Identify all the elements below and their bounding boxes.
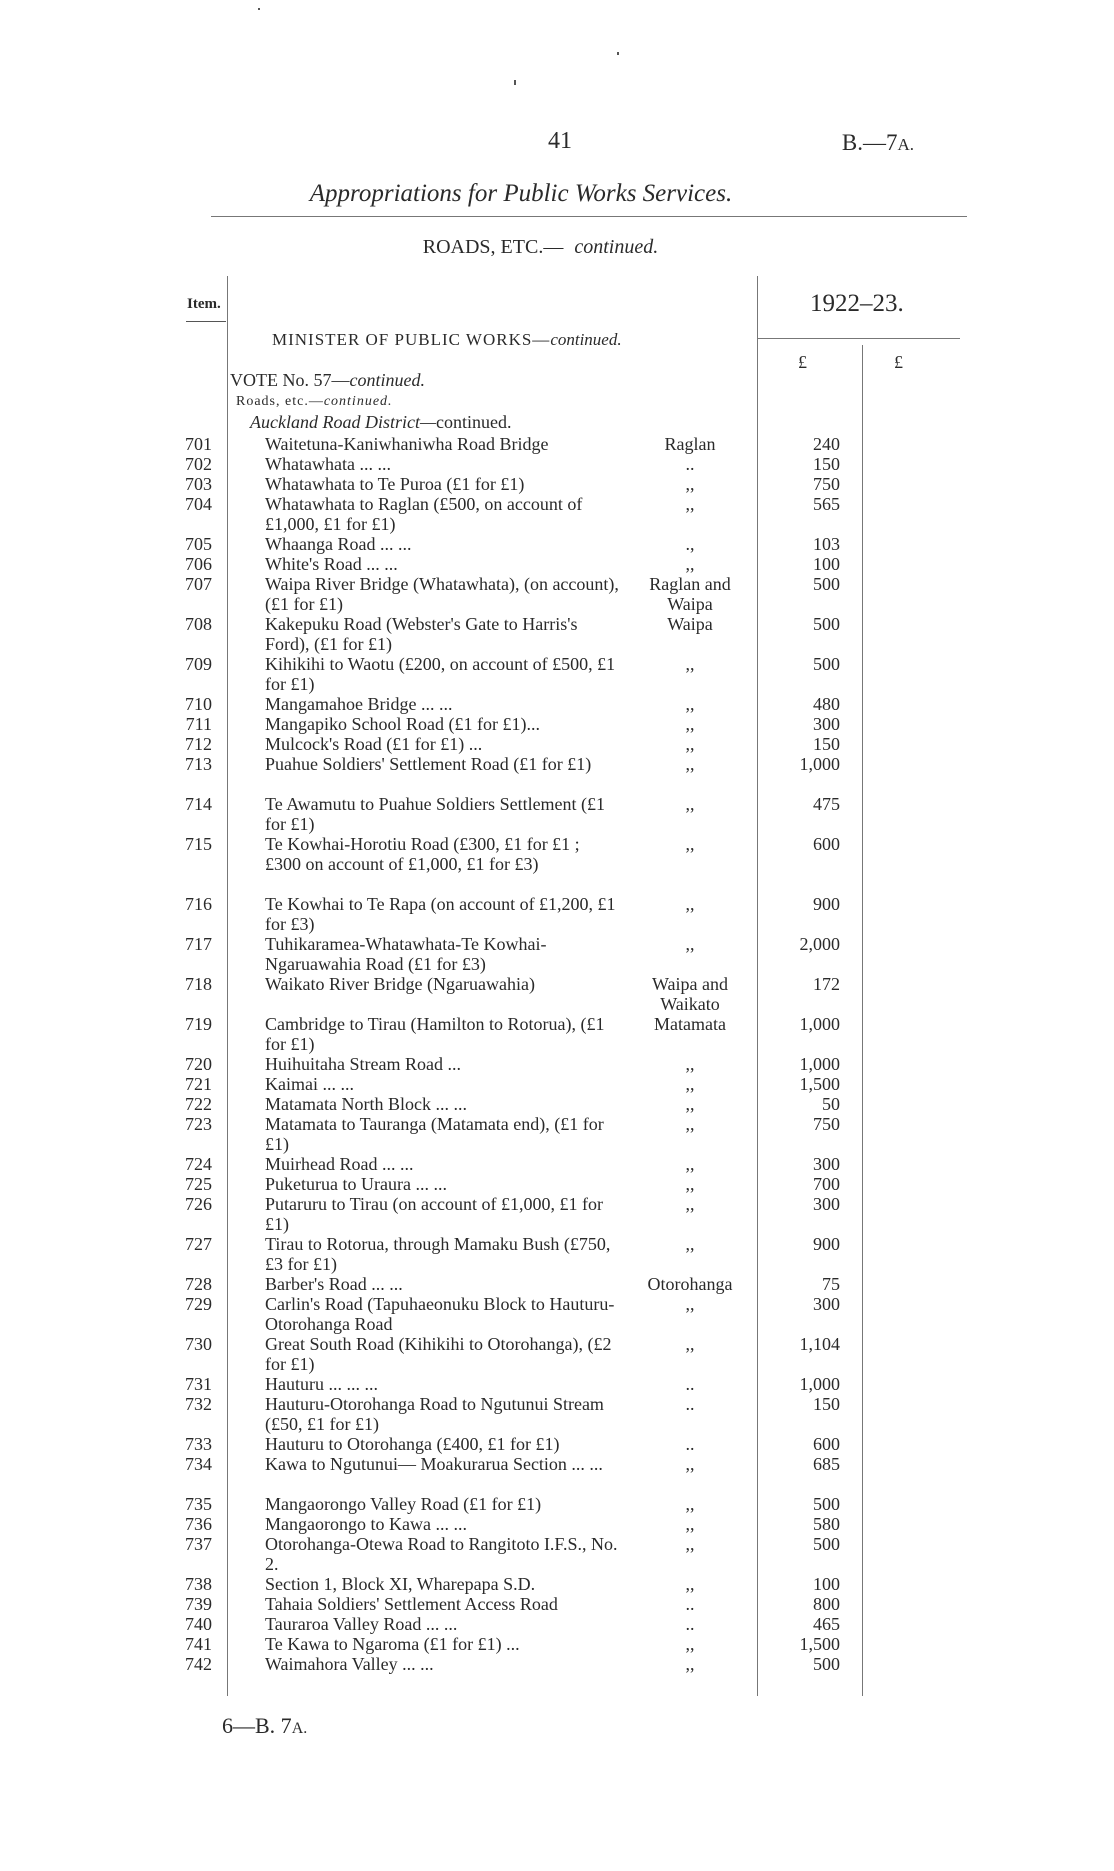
item-amount: 300	[813, 714, 840, 734]
item-description: Muirhead Road ... ...	[265, 1154, 414, 1174]
title-rule	[211, 216, 967, 217]
item-place: ,,	[685, 894, 695, 914]
item-place: ,,	[685, 1234, 695, 1254]
currency-header-1: £	[798, 352, 807, 372]
page-number: 41	[548, 128, 572, 154]
item-place: ,,	[685, 834, 695, 854]
item-number: 724	[185, 1154, 212, 1174]
item-description: Mangaorongo to Kawa ... ...	[265, 1514, 467, 1534]
item-place: ,,	[685, 1514, 695, 1534]
item-description: Mangamahoe Bridge ... ...	[265, 694, 453, 714]
item-place: Matamata	[654, 1014, 726, 1034]
document-reference	[842, 130, 914, 156]
item-amount: 1,000	[799, 754, 840, 774]
item-place: ,,	[685, 694, 695, 714]
item-amount: 300	[813, 1154, 840, 1174]
item-amount: 172	[813, 974, 840, 994]
item-place: Waipa	[667, 614, 713, 634]
item-description: Mulcock's Road (£1 for £1) ...	[265, 734, 483, 754]
item-amount: 565	[813, 494, 840, 514]
item-amount: 900	[813, 1234, 840, 1254]
item-number: 704	[185, 494, 212, 514]
item-number: 729	[185, 1294, 212, 1314]
vote-heading-main: VOTE No. 57—	[230, 370, 350, 390]
item-number: 715	[185, 834, 212, 854]
item-place: ,,	[685, 1054, 695, 1074]
item-amount: 500	[813, 1494, 840, 1514]
item-description: Te Kowhai-Horotiu Road (£300, £1 for £1 ; £300 on account of £1,000, £1 for £3)	[265, 834, 580, 874]
item-amount: 75	[822, 1274, 840, 1294]
item-place: ,,	[685, 554, 695, 574]
item-amount: 1,000	[799, 1054, 840, 1074]
item-place: .,	[685, 534, 695, 554]
item-number: 705	[185, 534, 212, 554]
item-number: 719	[185, 1014, 212, 1034]
item-number: 721	[185, 1074, 212, 1094]
item-column-rule	[227, 276, 228, 1696]
item-description: Puketurua to Uraura ... ...	[265, 1174, 447, 1194]
item-description: Hauturu-Otorohanga Road to Ngutunui Stream (£50, £1 for £1)	[265, 1394, 604, 1434]
item-place: ,,	[685, 1574, 695, 1594]
item-place: ,,	[685, 1094, 695, 1114]
item-place: ,,	[685, 654, 695, 674]
vote-heading-continued: continued.	[349, 370, 425, 390]
item-number: 714	[185, 794, 212, 814]
document-ref-suffix: A.	[897, 135, 914, 154]
item-place: Otorohanga	[647, 1274, 733, 1294]
item-number: 711	[185, 714, 212, 734]
item-description: Putaruru to Tirau (on account of £1,000, £1 for £1)	[265, 1194, 603, 1234]
item-amount: 500	[813, 1534, 840, 1554]
item-number: 702	[185, 454, 212, 474]
item-amount: 150	[813, 1394, 840, 1414]
item-number: 709	[185, 654, 212, 674]
page-title	[0, 180, 1114, 208]
item-amount: 100	[813, 554, 840, 574]
item-number: 710	[185, 694, 212, 714]
item-number: 730	[185, 1334, 212, 1354]
item-amount: 465	[813, 1614, 840, 1634]
item-place: ,,	[685, 794, 695, 814]
item-place: ,,	[685, 734, 695, 754]
item-description: Waitetuna-Kaniwhaniwha Road Bridge	[265, 434, 549, 454]
item-amount: 685	[813, 1454, 840, 1474]
item-amount: 600	[813, 834, 840, 854]
item-place: ..	[685, 1394, 695, 1414]
district-heading-continued: continued.	[435, 412, 512, 432]
item-amount: 2,000	[799, 934, 840, 954]
item-amount: 50	[822, 1094, 840, 1114]
item-description: Whatawhata to Te Puroa (£1 for £1)	[265, 474, 525, 494]
printer-signature	[222, 1713, 307, 1739]
item-description: Te Awamutu to Puahue Soldiers Settlement (£1 for £1)	[265, 794, 606, 834]
item-number: 726	[185, 1194, 212, 1214]
item-amount: 600	[813, 1434, 840, 1454]
item-amount: 300	[813, 1194, 840, 1214]
minister-heading	[272, 330, 622, 350]
item-description: Otorohanga-Otewa Road to Rangitoto I.F.S., No. 2.	[265, 1534, 618, 1574]
scan-speck	[514, 80, 516, 85]
section-title-main: ROADS, ETC.—	[422, 236, 564, 258]
item-amount: 800	[813, 1594, 840, 1614]
item-description: Kawa to Ngutunui— Moakurarua Section ... ...	[265, 1454, 603, 1474]
item-place: ,,	[685, 1074, 695, 1094]
item-number: 703	[185, 474, 212, 494]
item-description: Te Kawa to Ngaroma (£1 for £1) ...	[265, 1634, 520, 1654]
item-amount: 150	[813, 454, 840, 474]
district-heading-main: Auckland Road District—	[250, 412, 436, 432]
amount-column-rule-left	[757, 276, 758, 1696]
item-place: Raglan	[664, 434, 716, 454]
item-number: 732	[185, 1394, 212, 1414]
item-place: ,,	[685, 1654, 695, 1674]
item-number: 728	[185, 1274, 212, 1294]
item-place: ,,	[685, 494, 695, 514]
item-number: 736	[185, 1514, 212, 1534]
document-ref-main: B.—7	[841, 130, 898, 155]
item-description: White's Road ... ...	[265, 554, 398, 574]
item-number: 723	[185, 1114, 212, 1134]
section-title	[0, 236, 1114, 259]
item-number: 701	[185, 434, 212, 454]
item-number: 712	[185, 734, 212, 754]
item-place: ..	[685, 1594, 695, 1614]
item-amount: 1,500	[799, 1074, 840, 1094]
item-description: Waipa River Bridge (Whatawhata), (on account), (£1 for £1)	[265, 574, 619, 614]
item-number: 727	[185, 1234, 212, 1254]
item-description: Whaanga Road ... ...	[265, 534, 412, 554]
item-description: Cambridge to Tirau (Hamilton to Rotorua), (£1 for £1)	[265, 1014, 605, 1054]
item-place: ,,	[685, 1114, 695, 1134]
item-description: Tuhikaramea-Whatawhata-Te Kowhai-Ngaruawahia Road (£1 for £3)	[265, 934, 547, 974]
item-amount: 750	[813, 1114, 840, 1134]
item-amount: 100	[813, 1574, 840, 1594]
item-place: ,,	[685, 1294, 695, 1314]
item-number: 742	[185, 1654, 212, 1674]
item-description: Great South Road (Kihikihi to Otorohanga), (£2 for £1)	[265, 1334, 612, 1374]
item-number: 741	[185, 1634, 212, 1654]
vote-heading	[230, 370, 425, 391]
item-description: Hauturu ... ... ...	[265, 1374, 378, 1394]
item-description: Puahue Soldiers' Settlement Road (£1 for £1)	[265, 754, 592, 774]
item-amount: 750	[813, 474, 840, 494]
item-description: Te Kowhai to Te Rapa (on account of £1,200, £1 for £3)	[265, 894, 616, 934]
item-description: Huihuitaha Stream Road ...	[265, 1054, 461, 1074]
item-description: Waikato River Bridge (Ngaruawahia)	[265, 974, 535, 994]
item-amount: 1,000	[799, 1374, 840, 1394]
item-number: 738	[185, 1574, 212, 1594]
item-place: ,,	[685, 1154, 695, 1174]
item-description: Whatawhata ... ...	[265, 454, 391, 474]
scan-speck	[258, 8, 260, 10]
item-amount: 700	[813, 1174, 840, 1194]
item-place: ..	[685, 454, 695, 474]
item-place: ..	[685, 1374, 695, 1394]
item-amount: 103	[813, 534, 840, 554]
item-amount: 300	[813, 1294, 840, 1314]
item-place: ,,	[685, 1174, 695, 1194]
item-place: ,,	[685, 754, 695, 774]
year-column-header: 1922–23.	[810, 290, 904, 317]
item-place: ..	[685, 1434, 695, 1454]
roads-heading-main: Roads, etc.—	[236, 394, 324, 409]
item-amount: 1,000	[799, 1014, 840, 1034]
page-title-text: Appropriations for Public Works Services.	[309, 180, 733, 207]
item-amount: 1,500	[799, 1634, 840, 1654]
item-amount: 150	[813, 734, 840, 754]
item-description: Carlin's Road (Tapuhaeonuku Block to Hauturu-Otorohanga Road	[265, 1294, 615, 1334]
item-description: Kihikihi to Waotu (£200, on account of £500, £1 for £1)	[265, 654, 616, 694]
item-place: ,,	[685, 1534, 695, 1554]
printer-signature-suffix: A.	[291, 1720, 308, 1737]
item-amount: 900	[813, 894, 840, 914]
item-amount: 240	[813, 434, 840, 454]
item-description: Kaimai ... ...	[265, 1074, 354, 1094]
item-amount: 500	[813, 1654, 840, 1674]
item-place: ,,	[685, 474, 695, 494]
item-number: 731	[185, 1374, 212, 1394]
item-number: 717	[185, 934, 212, 954]
item-number: 733	[185, 1434, 212, 1454]
item-number: 708	[185, 614, 212, 634]
district-heading	[250, 412, 511, 433]
item-place: ,,	[685, 1454, 695, 1474]
item-place: ,,	[685, 1194, 695, 1214]
item-number: 706	[185, 554, 212, 574]
item-place: ,,	[685, 1334, 695, 1354]
item-column-header: Item.	[187, 296, 221, 312]
item-number: 716	[185, 894, 212, 914]
item-number: 725	[185, 1174, 212, 1194]
item-place: Raglan and Waipa	[649, 574, 731, 614]
section-title-continued: continued.	[574, 236, 659, 258]
item-number: 734	[185, 1454, 212, 1474]
item-number: 739	[185, 1594, 212, 1614]
item-amount: 500	[813, 614, 840, 634]
item-place: ,,	[685, 934, 695, 954]
roads-heading	[236, 394, 393, 410]
minister-heading-continued: continued.	[550, 330, 622, 349]
scan-speck	[617, 52, 619, 55]
item-amount: 475	[813, 794, 840, 814]
item-description: Matamata North Block ... ...	[265, 1094, 467, 1114]
item-amount: 500	[813, 574, 840, 594]
item-place: ..	[685, 1614, 695, 1634]
item-number: 737	[185, 1534, 212, 1554]
printer-signature-main: 6—B. 7	[222, 1713, 292, 1738]
item-place: ,,	[685, 1494, 695, 1514]
minister-heading-main: MINISTER OF PUBLIC WORKS—	[272, 330, 551, 349]
item-description: Waimahora Valley ... ...	[265, 1654, 434, 1674]
item-number: 735	[185, 1494, 212, 1514]
item-description: Mangaorongo Valley Road (£1 for £1)	[265, 1494, 542, 1514]
item-description: Barber's Road ... ...	[265, 1274, 403, 1294]
item-description: Matamata to Tauranga (Matamata end), (£1 for £1)	[265, 1114, 604, 1154]
year-header-rule	[757, 338, 960, 339]
item-description: Tirau to Rotorua, through Mamaku Bush (£750, £3 for £1)	[265, 1234, 611, 1274]
item-place: Waipa and Waikato	[651, 974, 729, 1014]
item-description: Whatawhata to Raglan (£500, on account of £1,000, £1 for £1)	[265, 494, 583, 534]
item-number: 713	[185, 754, 212, 774]
item-number: 718	[185, 974, 212, 994]
item-place: ,,	[685, 1634, 695, 1654]
item-place: ,,	[685, 714, 695, 734]
item-description: Tauraroa Valley Road ... ...	[265, 1614, 458, 1634]
item-number: 707	[185, 574, 212, 594]
item-description: Mangapiko School Road (£1 for £1)...	[265, 714, 540, 734]
item-description: Kakepuku Road (Webster's Gate to Harris's Ford), (£1 for £1)	[265, 614, 578, 654]
item-description: Hauturu to Otorohanga (£400, £1 for £1)	[265, 1434, 560, 1454]
amount-column-rule-middle	[862, 345, 863, 1696]
item-number: 740	[185, 1614, 212, 1634]
item-description: Tahaia Soldiers' Settlement Access Road	[265, 1594, 558, 1614]
item-amount: 480	[813, 694, 840, 714]
item-header-rule	[186, 321, 226, 322]
currency-header-2: £	[894, 352, 903, 372]
item-number: 720	[185, 1054, 212, 1074]
item-amount: 580	[813, 1514, 840, 1534]
item-amount: 500	[813, 654, 840, 674]
item-amount: 1,104	[799, 1334, 840, 1354]
item-number: 722	[185, 1094, 212, 1114]
roads-heading-continued: continued.	[323, 394, 393, 409]
item-description: Section 1, Block XI, Wharepapa S.D.	[265, 1574, 536, 1594]
